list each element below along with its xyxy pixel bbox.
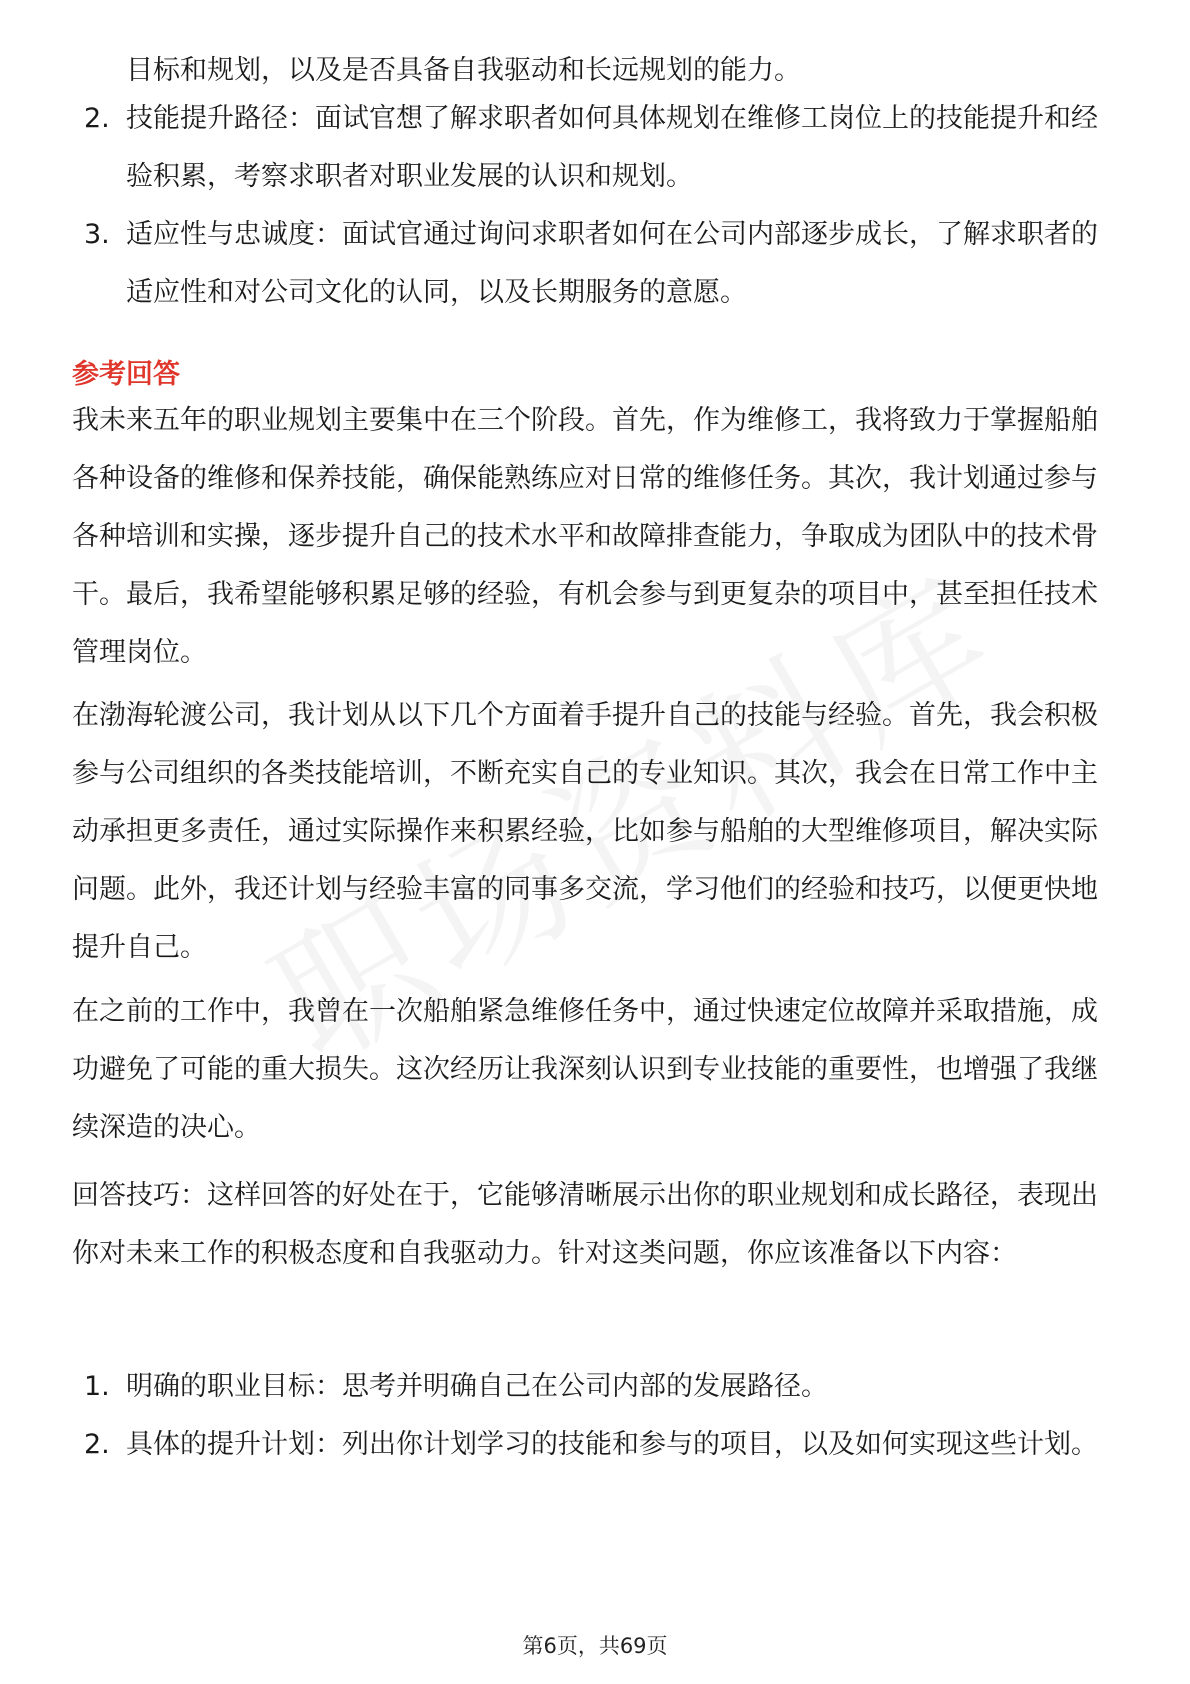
list-number: 2.: [84, 103, 110, 134]
continued-list-text: 目标和规划，以及是否具备自我驱动和长远规划的能力。: [126, 55, 801, 86]
list-item: [72, 1416, 1122, 1474]
answer-paragraph: 在之前的工作中，我曾在一次船舶紧急维修任务中，通过快速定位故障并采取措施，成功避免了可能的重大损失。这次经历让我深刻认识到专业技能的重要性，也增强了我继续深造的决心。: [72, 996, 1098, 1143]
answer-paragraph: 在渤海轮渡公司，我计划从以下几个方面着手提升自己的技能与经验。首先，我会积极参与公司组织的各类技能培训，不断充实自己的专业知识。其次，我会在日常工作中主动承担更多责任，通过实际操作来积累经验，比如参与船舶的大型维修项目，解决实际问题。此外，我还计划与经验丰富的同事多交流，学习他们的经验和技巧，以便更快地提升自己。: [72, 700, 1098, 963]
tips-paragraph: 回答技巧：这样回答的好处在于，它能够清晰展示出你的职业规划和成长路径，表现出你对未来工作的积极态度和自我驱动力。针对这类问题，你应该准备以下内容：: [72, 1180, 1098, 1269]
answer-paragraph: 我未来五年的职业规划主要集中在三个阶段。首先，作为维修工，我将致力于掌握船舶各种设备的维修和保养技能，确保能熟练应对日常的维修任务。其次，我计划通过参与各种培训和实操，逐步提升自己的技术水平和故障排查能力，争取成为团队中的技术骨干。最后，我希望能够积累足够的经验，有机会参与到更复杂的项目中，甚至担任技术管理岗位。: [72, 405, 1098, 668]
list-item-text: 技能提升路径：面试官想了解求职者如何具体规划在维修工岗位上的技能提升和经验积累，考察求职者对职业发展的认识和规划。: [126, 103, 1098, 192]
section-title: 参考回答: [72, 359, 180, 390]
top-numbered-list: [72, 90, 1122, 322]
list-number: 1.: [84, 1371, 110, 1402]
list-item: [72, 1358, 1122, 1416]
list-number: 2.: [84, 1429, 110, 1460]
page-footer: 第6页，共69页: [522, 1634, 668, 1658]
list-item: [72, 90, 1122, 206]
list-item: [72, 206, 1122, 322]
list-item-text: 具体的提升计划：列出你计划学习的技能和参与的项目，以及如何实现这些计划。: [126, 1429, 1098, 1460]
list-item-text: 适应性与忠诚度：面试官通过询问求职者如何在公司内部逐步成长，了解求职者的适应性和对公司文化的认同，以及长期服务的意愿。: [126, 219, 1098, 308]
bottom-numbered-list: [72, 1358, 1122, 1474]
list-item-text: 明确的职业目标：思考并明确自己在公司内部的发展路径。: [126, 1371, 828, 1402]
list-number: 3.: [84, 219, 110, 250]
